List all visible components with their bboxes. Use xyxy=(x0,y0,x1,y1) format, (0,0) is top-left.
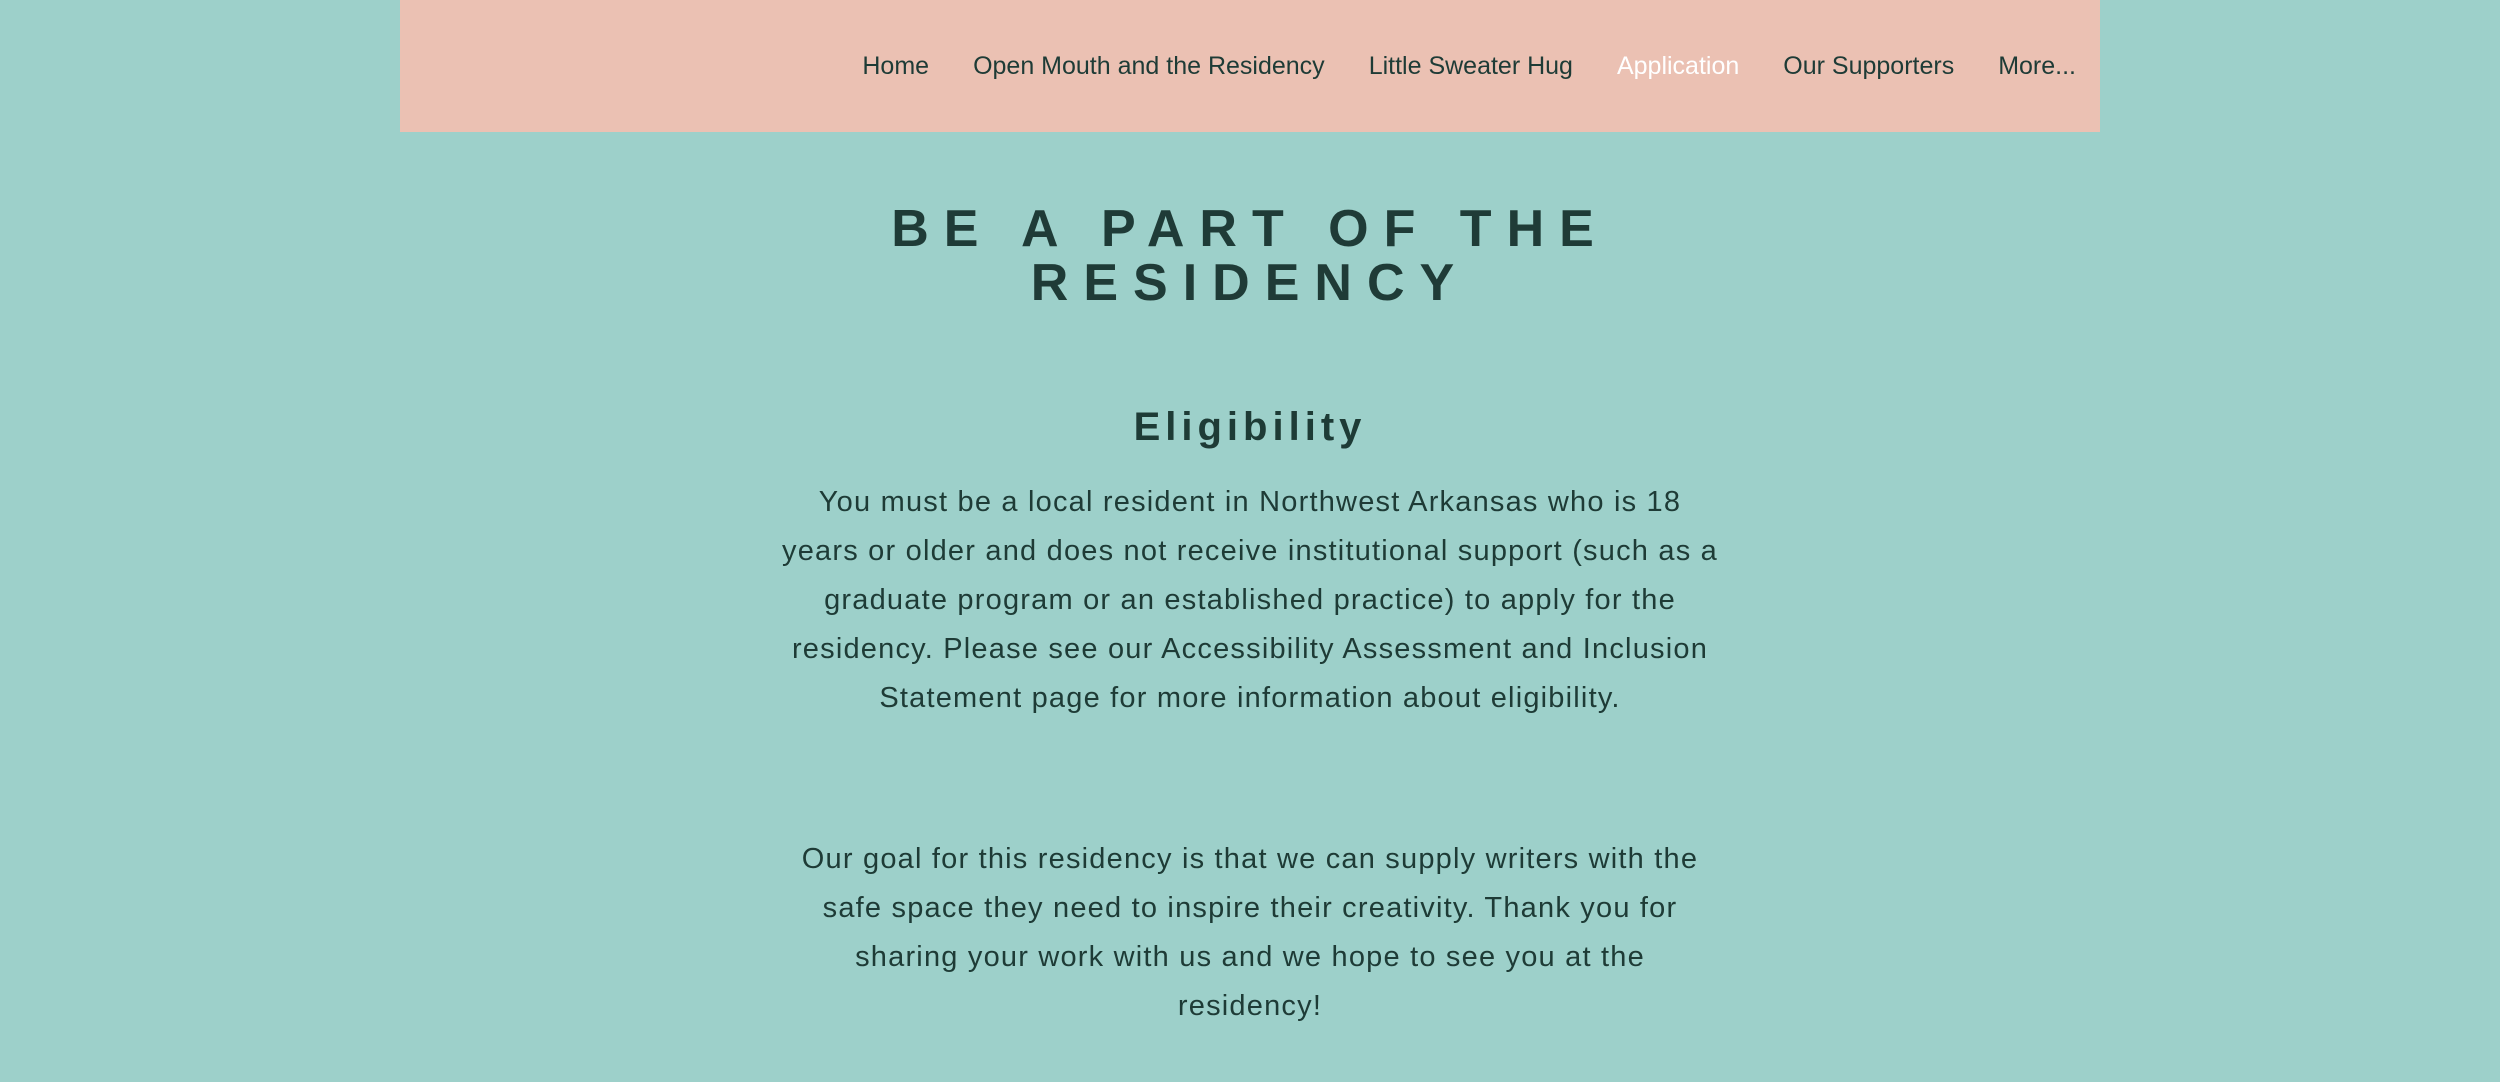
nav-item-our-supporters[interactable]: Our Supporters xyxy=(1783,51,1955,80)
nav-item-little-sweater-hug[interactable]: Little Sweater Hug xyxy=(1368,51,1573,80)
nav-item-more[interactable]: More... xyxy=(1998,51,2076,80)
page-title-line-2: RESIDENCY xyxy=(1030,254,1470,312)
page-title xyxy=(0,202,2500,310)
eligibility-paragraph: You must be a local resident in Northwest Arkansas who is 18 years or older and does not receive institutional support (such as a graduate program or an established practice) to apply for the residency. Please see our Accessibility Assessment and Inclusion Statement page for more information about eligibility. xyxy=(782,486,1718,714)
nav-item-home[interactable]: Home xyxy=(862,51,930,80)
nav-item-open-mouth-and-the-residency[interactable]: Open Mouth and the Residency xyxy=(973,51,1325,80)
site-header xyxy=(400,0,2100,132)
main-nav xyxy=(818,0,2076,132)
goal-paragraph: Our goal for this residency is that we can supply writers with the safe space they need to inspire their creativity. Thank you for sharing your work with us and we hope to see you at the residency! xyxy=(801,843,1699,1022)
eligibility-heading: Eligibility xyxy=(1133,405,1367,449)
nav-item-application[interactable]: Application xyxy=(1616,51,1740,80)
page-title-line-1: BE A PART OF THE xyxy=(891,200,1609,258)
